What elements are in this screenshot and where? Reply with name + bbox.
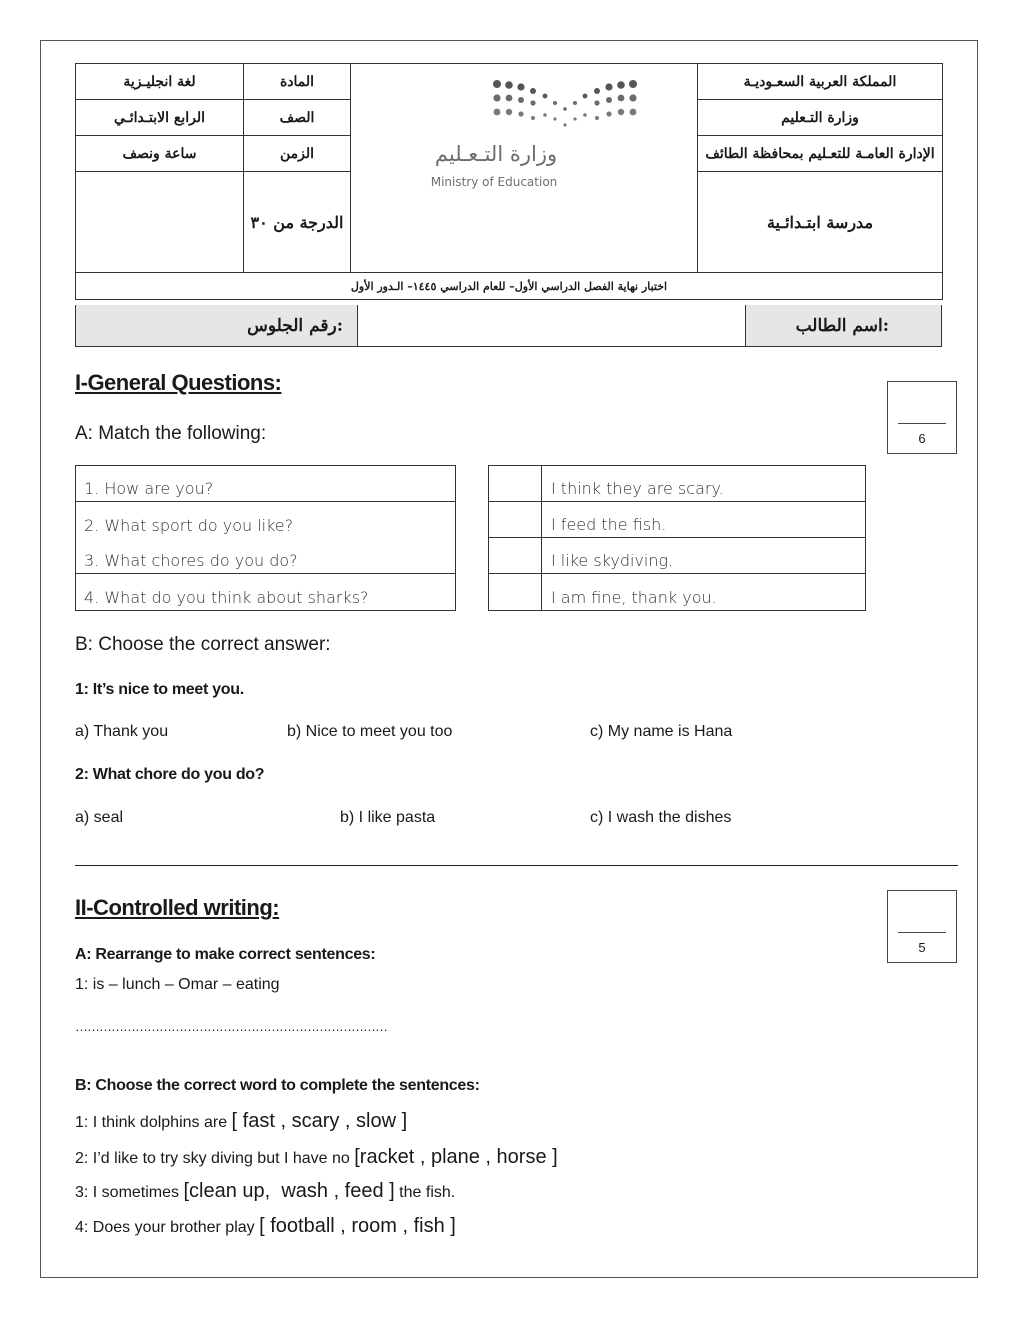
- section2-title: II-Controlled writing:: [75, 895, 280, 920]
- score-field[interactable]: [76, 172, 244, 273]
- section1-partA-title: A: Match the following:: [75, 423, 267, 444]
- ministry-logo-dots-icon: [491, 79, 639, 131]
- answer-line[interactable]: ……………………………………………………………………: [75, 1019, 387, 1034]
- time-label: الزمن: [244, 136, 351, 172]
- match-questions-table: [75, 465, 456, 611]
- section2-partB-title: B: Choose the correct word to complete the sentences:: [75, 1077, 480, 1094]
- section1-title: I-General Questions:: [75, 370, 282, 395]
- fill-choice-item: 4: Does your brother play [ football , room , fish ]: [75, 1215, 456, 1237]
- section2-score-total: 5: [918, 940, 926, 955]
- seat-number-label: رقم الجلوس:: [76, 305, 358, 346]
- ministry-name: وزارة التـعليم: [698, 100, 943, 136]
- match-answer-blank[interactable]: [489, 466, 542, 501]
- time-value: ساعة ونصف: [76, 136, 244, 172]
- mcq-option[interactable]: c) I wash the dishes: [590, 809, 732, 826]
- score-line: [898, 423, 946, 424]
- word-choices[interactable]: [clean up, wash , feed ]: [183, 1180, 395, 1202]
- match-answer-row: I think they are scary.: [489, 466, 865, 502]
- section2-partA-title: A: Rearrange to make correct sentences:: [75, 946, 376, 963]
- match-answer-blank[interactable]: [489, 574, 542, 610]
- directorate-name: الإدارة العامـة للتعـليم بمحافظة الطائف: [698, 136, 943, 172]
- section1-score-box[interactable]: [887, 381, 957, 454]
- ministry-logo-english: Ministry of Education: [430, 175, 558, 189]
- score-line: [898, 932, 946, 933]
- subject-label: المادة: [244, 64, 351, 100]
- match-answer-blank[interactable]: [489, 502, 542, 537]
- mcq-question: 1: It’s nice to meet you.: [75, 681, 244, 698]
- fill-choice-item: 1: I think dolphins are [ fast , scary , slow ]: [75, 1110, 408, 1132]
- mcq-option[interactable]: a) Thank you: [75, 723, 169, 740]
- mcq-option[interactable]: b) I like pasta: [340, 809, 436, 826]
- section1-score-total: 6: [918, 431, 926, 446]
- match-question-row: 3. What chores do you do?: [76, 538, 455, 574]
- mcq-option[interactable]: c) My name is Hana: [590, 723, 733, 740]
- fill-choice-item: 3: I sometimes [clean up, wash , feed ] the fish.: [75, 1180, 456, 1202]
- school-name: مدرسة ابتـدائـية: [698, 172, 943, 273]
- match-answers-table: [488, 465, 866, 611]
- word-choices[interactable]: [ fast , scary , slow ]: [231, 1110, 408, 1132]
- match-question-row: 4. What do you think about sharks?: [84, 588, 369, 607]
- match-answer-row: I feed the fish.: [489, 502, 865, 538]
- ministry-logo: [351, 64, 698, 273]
- fill-choice-item: 2: I’d like to try sky diving but I have no [racket , plane , horse ]: [75, 1146, 558, 1168]
- subject-value: لغة انجليـزية: [76, 64, 244, 100]
- exam-title: اختبار نهاية الفصل الدراسي الأول– للعام الدراسي ١٤٤٥– الـدور الأول: [76, 273, 943, 300]
- section-divider: [75, 865, 958, 866]
- score-label: الدرجة من ٣٠: [244, 172, 351, 273]
- section1-partB-title: B: Choose the correct answer:: [75, 634, 331, 655]
- match-question-row: 1. How are you?: [76, 466, 455, 502]
- seat-number-field[interactable]: [358, 305, 746, 346]
- section2-score-box[interactable]: [887, 890, 957, 963]
- match-question-row: 2. What sport do you like?: [84, 516, 294, 535]
- grade-value: الرابع الابتـدائـي: [76, 100, 244, 136]
- word-choices[interactable]: [ football , room , fish ]: [259, 1215, 456, 1237]
- country-name: المملكة العربية السعـوديـة: [698, 64, 943, 100]
- word-choices[interactable]: [racket , plane , horse ]: [354, 1146, 558, 1168]
- mcq-question: 2: What chore do you do?: [75, 766, 265, 783]
- student-name-label: اسم الطالب:: [746, 305, 941, 346]
- grade-label: الصف: [244, 100, 351, 136]
- student-info-row: [75, 305, 942, 347]
- match-answer-row: I like skydiving.: [489, 538, 865, 574]
- ministry-logo-arabic: وزارة التـعـليم: [434, 142, 558, 166]
- mcq-option[interactable]: b) Nice to meet you too: [287, 723, 453, 740]
- match-answer-blank[interactable]: [489, 538, 542, 573]
- mcq-option[interactable]: a) seal: [75, 809, 124, 826]
- exam-header-table: [75, 63, 943, 300]
- match-answer-row: I am fine, thank you.: [489, 574, 865, 610]
- rearrange-item: 1: is – lunch – Omar – eating: [75, 976, 280, 993]
